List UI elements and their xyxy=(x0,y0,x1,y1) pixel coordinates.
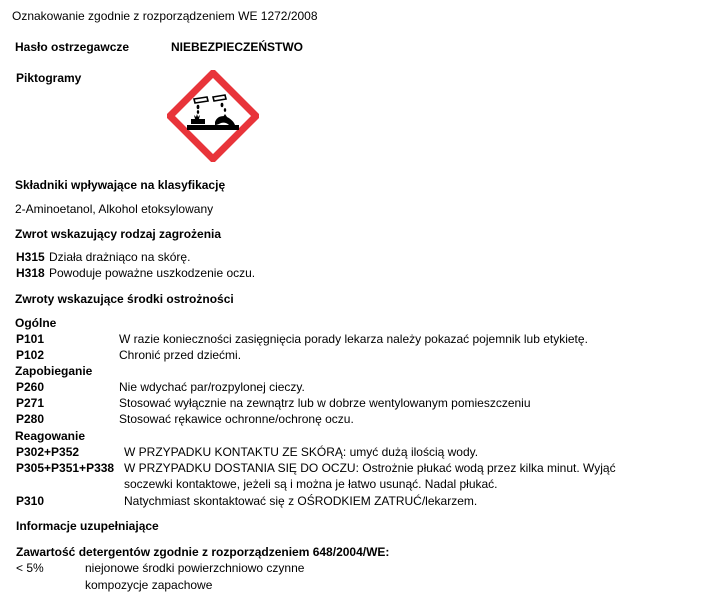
hazard-heading: Zwrot wskazujący rodzaj zagrożenia xyxy=(15,227,222,241)
document-title: Oznakowanie zgodnie z rozporządzeniem WE 1272/2008 xyxy=(12,9,318,23)
ingredients-heading: Składniki wpływające na klasyfikację xyxy=(15,178,226,192)
precaution-code: P101 xyxy=(16,332,45,346)
precaution-text: Stosować wyłącznie na zewnątrz lub w dobrze wentylowanym pomieszczeniu xyxy=(119,396,531,410)
precaution-code: P305+P351+P338 xyxy=(16,461,115,475)
precaution-text: W PRZYPADKU DOSTANIA SIĘ DO OCZU: Ostrożnie płukać wodą przez kilka minut. Wyjąć xyxy=(124,461,616,475)
general-heading: Ogólne xyxy=(15,316,57,330)
ingredients-text: 2-Aminoetanol, Alkohol etoksylowany xyxy=(15,202,214,216)
precaution-code: P280 xyxy=(16,412,45,426)
hazard-code: H315 xyxy=(16,250,45,264)
prevention-heading: Zapobieganie xyxy=(15,364,93,378)
precaution-code: P102 xyxy=(16,348,45,362)
precaution-code: P302+P352 xyxy=(16,445,80,459)
response-heading: Reagowanie xyxy=(15,429,86,443)
signal-word-value: NIEBEZPIECZEŃSTWO xyxy=(171,40,304,54)
detergent-text: niejonowe środki powierzchniowo czynne xyxy=(85,561,305,575)
hazard-text: Powoduje poważne uszkodzenie oczu. xyxy=(49,266,256,280)
corrosion-icon xyxy=(167,70,259,162)
signal-word-label: Hasło ostrzegawcze xyxy=(15,40,130,54)
precaution-code: P310 xyxy=(16,494,45,508)
detergent-text: kompozycje zapachowe xyxy=(85,578,213,592)
precaution-text: Natychmiast skontaktować się z OŚRODKIEM ZATRUĆ/lekarzem. xyxy=(124,494,478,508)
precaution-text-continued: soczewki kontaktowe, jeżeli są i można je łatwo usunąć. Nadal płukać. xyxy=(124,477,498,491)
pictograms-label: Piktogramy xyxy=(16,71,82,85)
precaution-code: P271 xyxy=(16,396,45,410)
precaution-text: Stosować rękawice ochronne/ochronę oczu. xyxy=(119,412,354,426)
precaution-code: P260 xyxy=(16,380,45,394)
precaution-text: W razie konieczności zasięgnięcia porady lekarza należy pokazać pojemnik lub etykietę. xyxy=(119,332,588,346)
detergent-amount: < 5% xyxy=(16,561,44,575)
detergents-heading: Zawartość detergentów zgodnie z rozporządzeniem 648/2004/WE: xyxy=(16,545,390,559)
hazard-code: H318 xyxy=(16,266,45,280)
precaution-text: Chronić przed dziećmi. xyxy=(119,348,242,362)
precaution-text: W PRZYPADKU KONTAKTU ZE SKÓRĄ: umyć dużą ilością wody. xyxy=(124,445,479,459)
precaution-heading: Zwroty wskazujące środki ostrożności xyxy=(15,292,234,306)
supplementary-heading: Informacje uzupełniające xyxy=(16,519,159,533)
hazard-text: Działa drażniąco na skórę. xyxy=(49,250,191,264)
precaution-text: Nie wdychać par/rozpylonej cieczy. xyxy=(119,380,305,394)
